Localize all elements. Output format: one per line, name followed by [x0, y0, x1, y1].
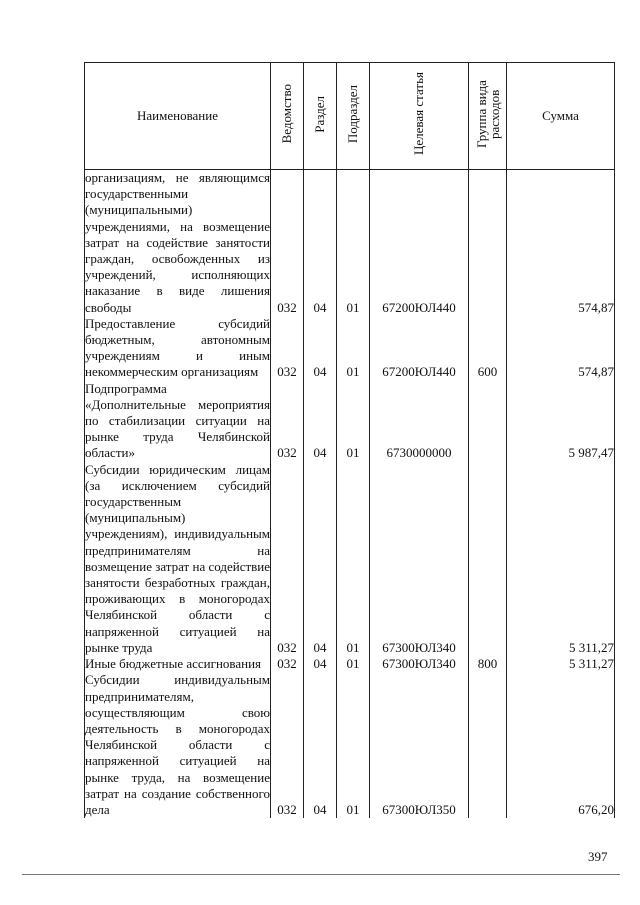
row-subsection: 01: [337, 462, 370, 656]
header-name-label: Наименование: [137, 107, 218, 123]
row-name: организациям, не являющимся государственными (муниципальными) учреждениями, на возмещение затрат на содействие занятости граждан, освобожденных из учреждений, исполняющих наказание в виде лишения свободы: [85, 170, 270, 315]
header-target-item-label: Целевая статья: [411, 72, 426, 156]
row-department: 032: [271, 316, 304, 381]
row-name: Субсидии индивидуальным предпринимателям, осуществляющим свою деятельность в моногородах Челябинской области с напряженной ситуацией на рынке труда, на возмещение затрат на создание собственного дела: [85, 672, 270, 817]
row-target-item: 6730000000: [370, 381, 469, 462]
row-target-item: 67300ЮЛ350: [370, 672, 469, 818]
row-section: 04: [304, 672, 337, 818]
row-expense-group: [469, 462, 507, 656]
row-target-item: 67300ЮЛ340: [370, 462, 469, 656]
row-name: Иные бюджетные ассигнования: [85, 656, 271, 672]
row-subsection: 01: [337, 170, 370, 316]
table-row: [85, 316, 615, 381]
header-department: [271, 63, 304, 170]
row-expense-group: [469, 170, 507, 316]
row-amount: 574,87: [507, 170, 615, 316]
row-target-item: 67200ЮЛ440: [370, 170, 469, 316]
row-amount: 574,87: [507, 316, 615, 381]
page-number: 397: [588, 849, 608, 864]
row-target-item: 67300ЮЛ340: [370, 656, 469, 672]
header-section: [304, 63, 337, 170]
row-subsection: 01: [337, 672, 370, 818]
header-target-item: [370, 63, 469, 170]
row-expense-group: 800: [469, 656, 507, 672]
row-subsection: 01: [337, 656, 370, 672]
row-subsection: 01: [337, 316, 370, 381]
table-row: [85, 462, 615, 656]
bottom-divider: [22, 874, 620, 875]
row-department: 032: [271, 672, 304, 818]
row-section: 04: [304, 462, 337, 656]
row-amount: 5 311,27: [507, 656, 615, 672]
row-amount: 676,20: [507, 672, 615, 818]
row-name: Предоставление субсидий бюджетным, автономным учреждениям и иным некоммерческим организациям: [85, 315, 270, 380]
header-expense-group: [469, 63, 507, 170]
header-amount: [507, 63, 615, 170]
row-department: 032: [271, 170, 304, 316]
budget-table: [84, 62, 615, 818]
header-subsection-label: Подраздел: [345, 84, 360, 143]
budget-table-container: [84, 62, 614, 818]
row-name: Подпрограмма «Дополнительные мероприятия по стабилизации ситуации на рынке труда Челябинской области»: [85, 380, 270, 461]
row-subsection: 01: [337, 381, 370, 462]
row-name: Субсидии юридическим лицам (за исключением субсидий государственным (муниципальным) учреждениям), индивидуальным предпринимателям на возмещение затрат на содействие занятости безработных граждан, проживающих в моногородах Челябинской области с напряженной ситуацией на рынке труда: [85, 461, 271, 655]
table-row: [85, 656, 615, 672]
row-section: 04: [304, 656, 337, 672]
row-target-item: 67200ЮЛ440: [370, 316, 469, 381]
table-row: [85, 381, 615, 462]
table-row: [85, 170, 615, 316]
row-section: 04: [304, 316, 337, 381]
row-department: 032: [271, 656, 304, 672]
row-department: 032: [271, 381, 304, 462]
header-name: [85, 63, 271, 170]
row-section: 04: [304, 170, 337, 316]
row-amount: 5 311,27: [507, 462, 615, 656]
row-expense-group: 600: [469, 316, 507, 381]
header-expense-group-label: Группа вида расходов: [473, 79, 502, 148]
table-header-row: [85, 63, 615, 170]
row-expense-group: [469, 381, 507, 462]
header-section-label: Раздел: [312, 95, 327, 133]
header-subsection: [337, 63, 370, 170]
row-expense-group: [469, 672, 507, 818]
header-amount-label: Сумма: [542, 107, 579, 123]
table-row: [85, 672, 615, 818]
header-department-label: Ведомство: [279, 84, 294, 144]
row-section: 04: [304, 381, 337, 462]
row-department: 032: [271, 462, 304, 656]
row-amount: 5 987,47: [507, 381, 615, 462]
